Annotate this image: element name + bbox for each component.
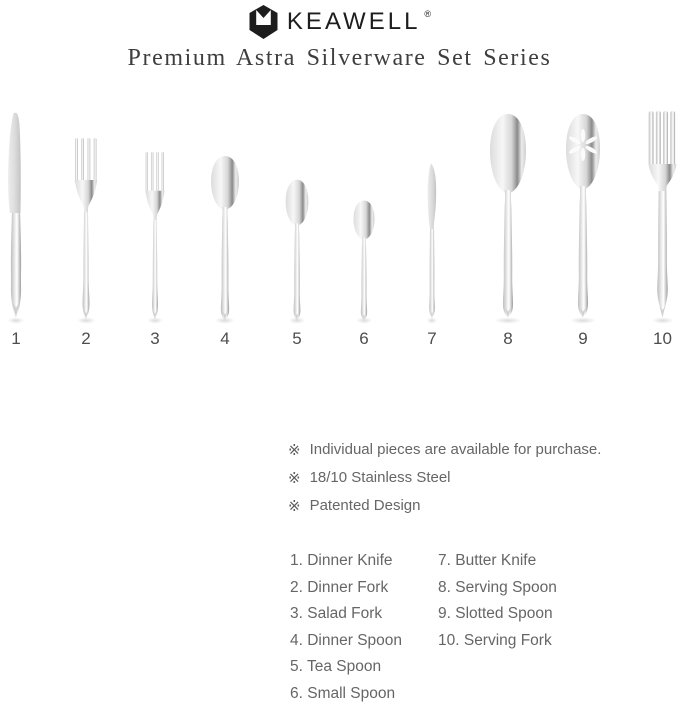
brand-name: KEAWELL: [286, 8, 421, 35]
legend-column-2: [438, 552, 557, 658]
tea-spoon-image: [284, 178, 310, 320]
legend-item-salad-fork: 3. Salad Fork: [290, 605, 383, 622]
piece-number-10: 10: [653, 329, 672, 348]
legend-column-1: [290, 552, 402, 702]
salad-fork-image: [143, 151, 167, 320]
piece-butter-knife: [424, 162, 440, 320]
registered-trademark: ®: [424, 9, 432, 19]
piece-number-3: 3: [150, 329, 160, 348]
page-title: Premium Astra Silverware Set Series: [127, 45, 552, 71]
piece-tea-spoon: [284, 178, 310, 320]
note-text: 18/10 Stainless Steel: [309, 469, 451, 486]
product-notes: [288, 441, 601, 525]
piece-number-7: 7: [427, 329, 437, 348]
piece-number-8: 8: [503, 329, 513, 348]
note-text: Patented Design: [309, 497, 421, 514]
legend-item-serving-spoon: 8. Serving Spoon: [438, 578, 557, 596]
legend-item-slotted-spoon: 9. Slotted Spoon: [438, 605, 553, 622]
piece-serving-spoon: [487, 112, 529, 320]
piece-small-spoon: [352, 199, 376, 320]
piece-dinner-fork: [72, 137, 100, 320]
small-spoon-image: [352, 199, 376, 320]
piece-dinner-knife: [3, 111, 29, 320]
piece-salad-fork: [143, 151, 167, 320]
serving-fork-image: [646, 110, 679, 320]
legend-item-tea-spoon: 5. Tea Spoon: [290, 658, 382, 675]
legend-item-butter-knife: 7. Butter Knife: [438, 552, 537, 569]
reference-mark-icon: ※: [288, 498, 301, 515]
piece-dinner-spoon: [209, 154, 241, 320]
piece-number-6: 6: [359, 329, 369, 348]
slotted-spoon-image: [563, 112, 603, 320]
butter-knife-image: [424, 162, 440, 320]
note-stainless-steel: [288, 469, 601, 487]
piece-number-5: 5: [292, 329, 302, 348]
piece-number-9: 9: [578, 329, 588, 348]
legend-item-serving-fork: 10. Serving Fork: [438, 631, 552, 649]
note-patented-design: [288, 497, 601, 515]
note-individual-pieces: [288, 441, 601, 459]
piece-slotted-spoon: [563, 112, 603, 320]
dinner-knife-image: [3, 111, 29, 320]
piece-number-1: 1: [11, 329, 21, 348]
note-text: Individual pieces are available for purchase.: [309, 441, 602, 458]
legend-item-dinner-fork: 2. Dinner Fork: [290, 578, 389, 596]
reference-mark-icon: ※: [288, 470, 301, 487]
piece-serving-fork: [646, 110, 679, 320]
dinner-spoon-image: [209, 154, 241, 320]
dinner-fork-image: [72, 137, 100, 320]
serving-spoon-image: [487, 112, 529, 320]
legend-item-small-spoon: 6. Small Spoon: [290, 684, 396, 702]
legend-item-dinner-knife: 1. Dinner Knife: [290, 552, 393, 569]
legend-item-dinner-spoon: 4. Dinner Spoon: [290, 631, 403, 649]
piece-number-2: 2: [81, 329, 91, 348]
reference-mark-icon: ※: [288, 442, 301, 459]
piece-number-4: 4: [220, 329, 230, 348]
